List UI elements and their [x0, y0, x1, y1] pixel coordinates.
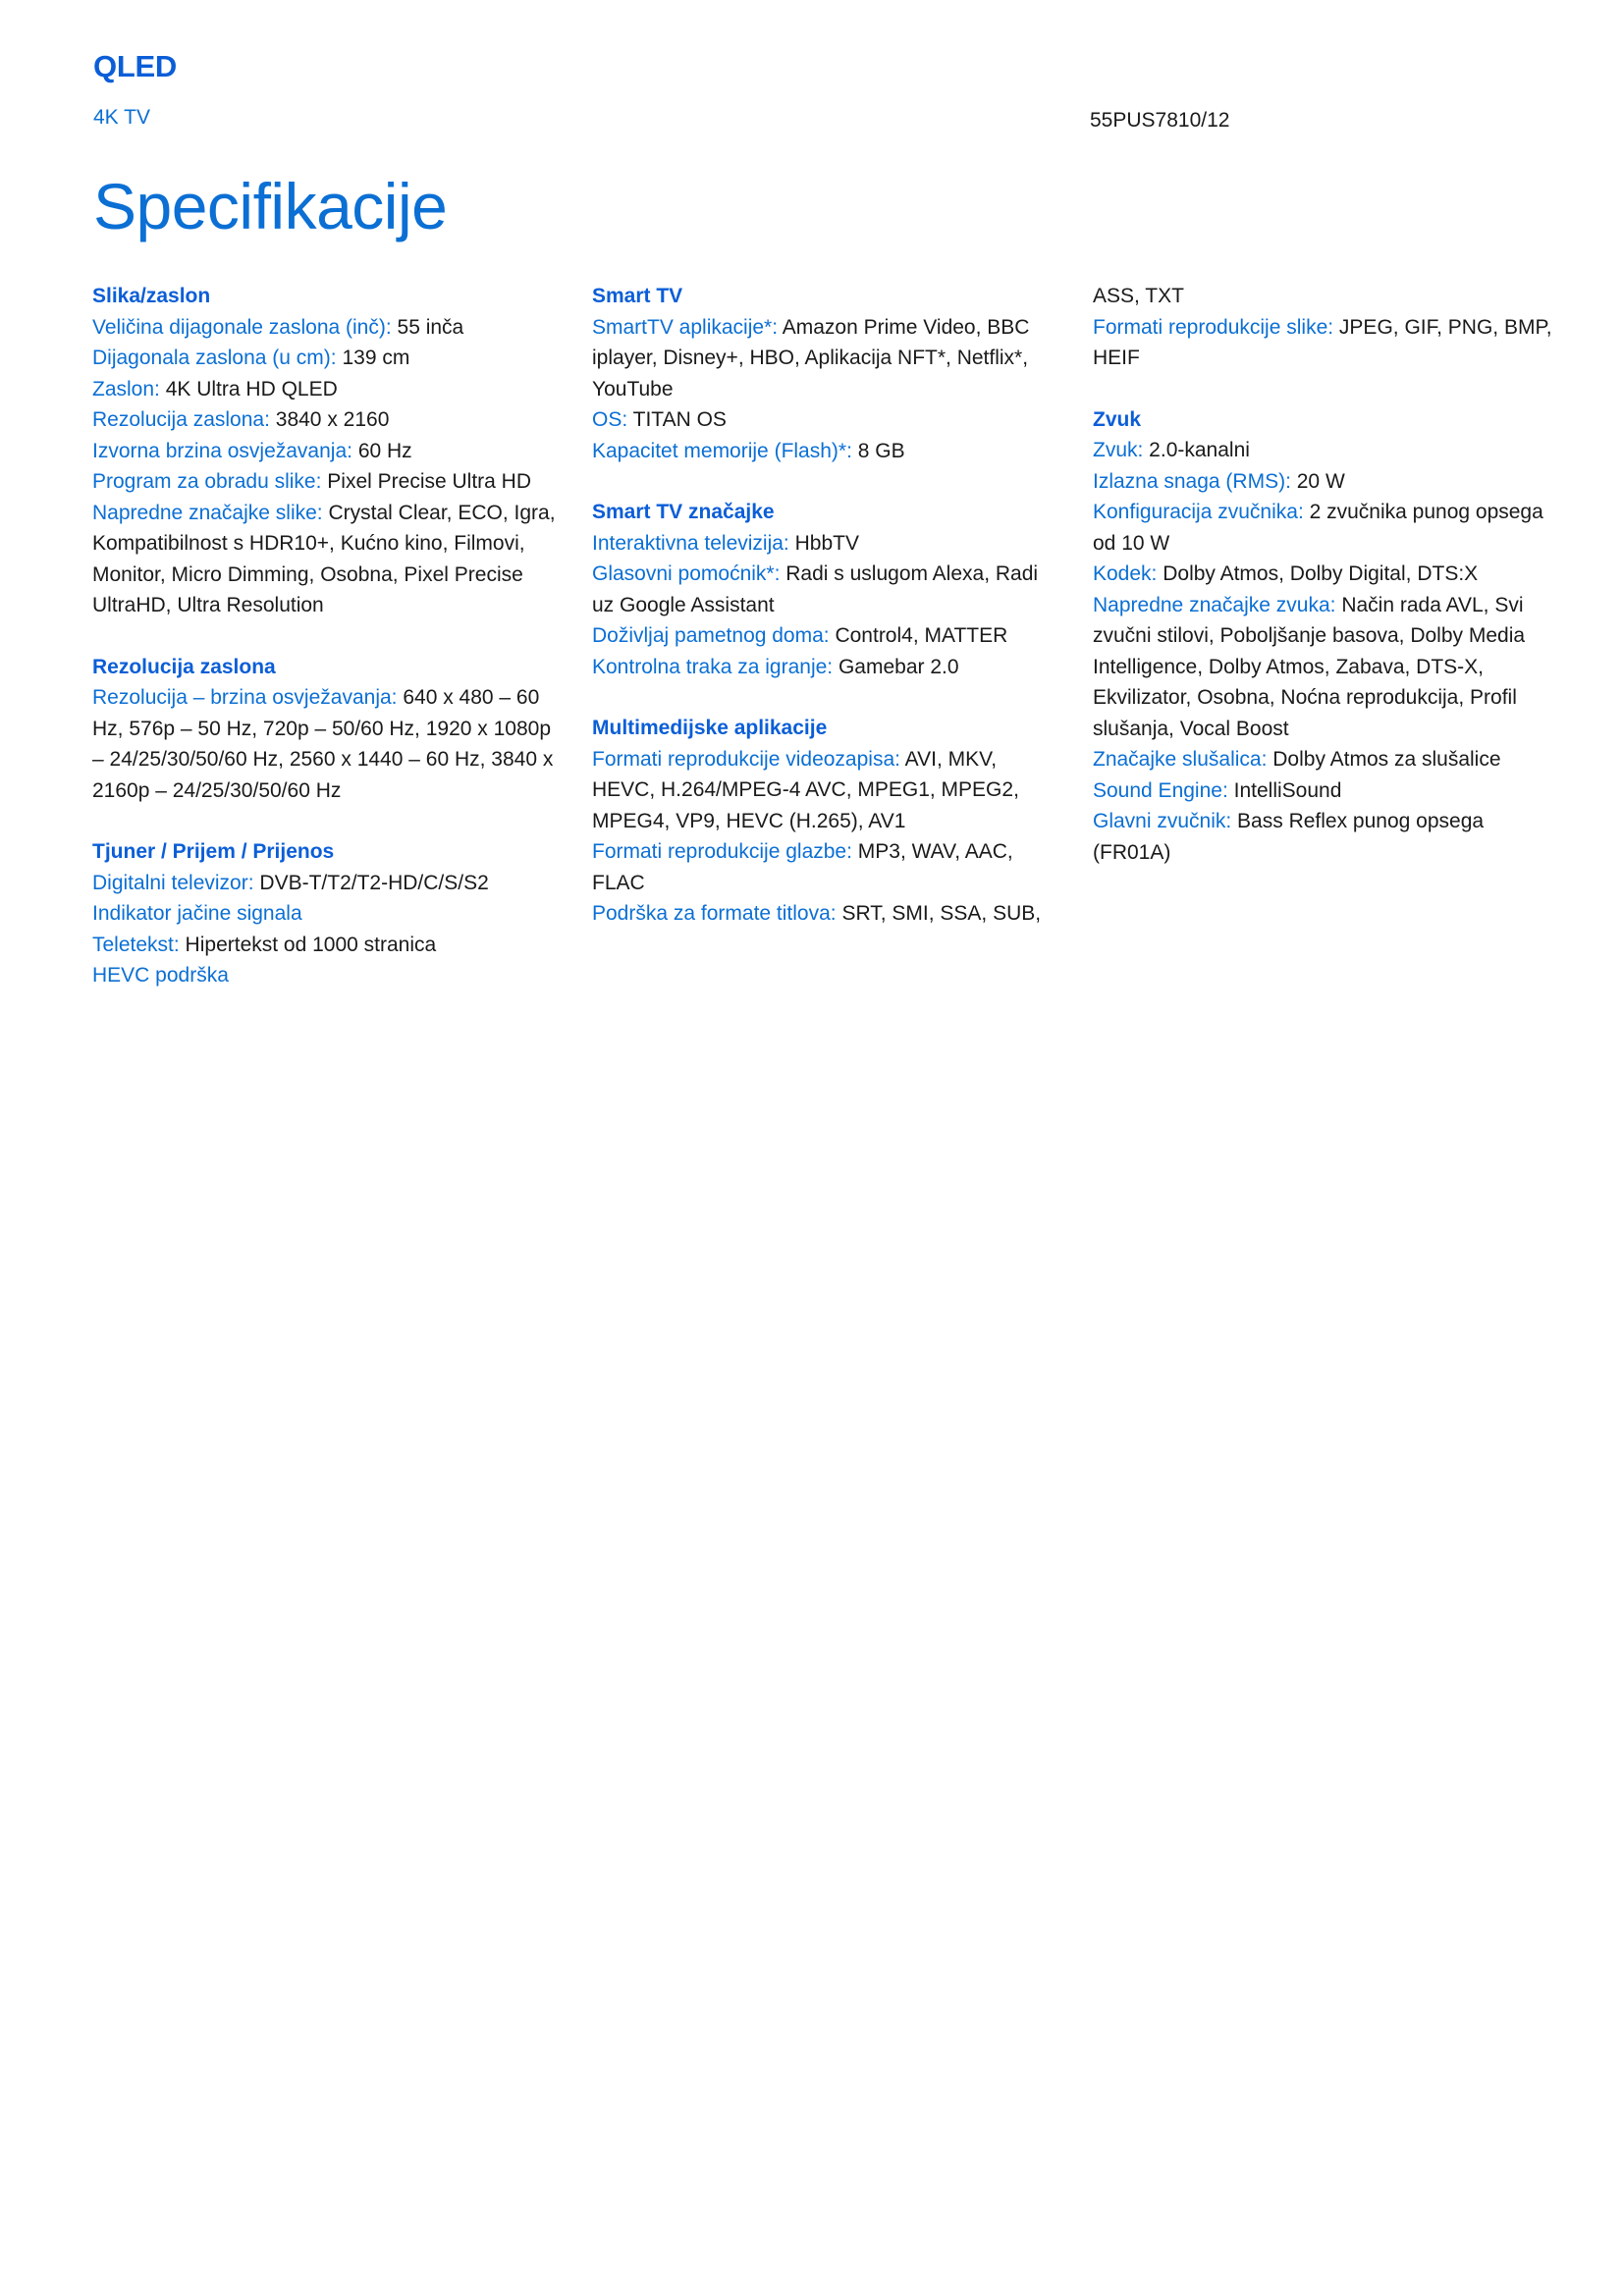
spec-value: Dolby Atmos za slušalice [1267, 748, 1501, 771]
spec-item [92, 682, 560, 806]
spec-item [1093, 775, 1554, 807]
spec-label: Zaslon: [92, 377, 160, 400]
section-heading: Zvuk [1093, 407, 1142, 431]
spec-value: 640 x 480 – 60 Hz, 576p – 50 Hz, 720p – 50/60 Hz, 1920 x 1080p – 24/25/30/50/60 Hz, 2560 x 1440 – 60 Hz, 3840 x 2160p – 24/25/30/50/60 Hz [92, 686, 554, 802]
spec-label: Veličina dijagonale zaslona (inč): [92, 315, 392, 339]
spec-item [592, 312, 1063, 405]
spec-value: Control4, MATTER [829, 624, 1008, 647]
spec-label: Izlazna snaga (RMS): [1093, 469, 1291, 493]
spec-item [1093, 497, 1554, 559]
spec-value: IntelliSound [1227, 778, 1342, 802]
spec-item [92, 436, 560, 467]
spec-section [92, 281, 560, 621]
spec-item [592, 404, 1063, 436]
spec-label: Rezolucija zaslona: [92, 408, 270, 431]
spec-item [592, 559, 1063, 620]
spec-label: Kodek: [1093, 562, 1158, 585]
spec-value: Bass Reflex punog opsega (FR01A) [1093, 810, 1485, 864]
section-heading: Slika/zaslon [92, 285, 211, 307]
spec-item [592, 836, 1063, 898]
spec-value: 55 inča [391, 315, 464, 339]
spec-section [592, 713, 1063, 930]
spec-value: Radi s uslugom Alexa, Radi uz Google Assistant [592, 562, 1039, 616]
spec-label: Kontrolna traka za igranje: [592, 655, 834, 678]
spec-value: 60 Hz [352, 439, 412, 462]
page-title: Specifikacije [93, 170, 448, 242]
spec-item [92, 868, 560, 899]
section-heading: Smart TV značajke [592, 501, 775, 523]
spec-label: Glavni zvučnik: [1093, 810, 1232, 832]
spec-item [1093, 466, 1554, 498]
spec-value: TITAN OS [627, 408, 727, 431]
model-number: 55PUS7810/12 [1090, 109, 1230, 132]
spec-item [1093, 590, 1554, 745]
spec-value: 139 cm [336, 347, 410, 369]
spec-item [1093, 559, 1554, 590]
spec-label: Formati reprodukcije slike: [1093, 315, 1334, 339]
section-heading: Smart TV [592, 285, 683, 307]
spec-section [92, 836, 560, 991]
spec-item [92, 404, 560, 436]
spec-value: 2 zvučnika punog opsega od 10 W [1093, 501, 1543, 555]
product-subtitle: 4K TV [93, 106, 150, 129]
spec-value: Pixel Precise Ultra HD [321, 470, 532, 493]
spec-value: Crystal Clear, ECO, Igra, Kompatibilnost s HDR10+, Kućno kino, Filmovi, Monitor, Micro Dimming, Osobna, Pixel Precise UltraHD, Ultra Resolution [92, 501, 556, 616]
brand-title: QLED [93, 49, 177, 83]
spec-item [592, 652, 1063, 683]
spec-label: Glasovni pomoćnik*: [592, 562, 781, 585]
spec-item [1093, 281, 1554, 312]
spec-label: Konfiguracija zvučnika: [1093, 501, 1304, 523]
spec-label: Interaktivna televizija: [592, 531, 789, 555]
spec-label: Sound Engine: [1093, 778, 1228, 802]
spec-label: Teletekst: [92, 933, 180, 956]
spec-item [592, 744, 1063, 837]
spec-column-3 [1093, 281, 1554, 898]
spec-label: Značajke slušalica: [1093, 748, 1268, 771]
spec-value: 8 GB [851, 439, 905, 462]
spec-label: Rezolucija – brzina osvježavanja: [92, 686, 398, 709]
spec-item [1093, 806, 1554, 868]
spec-value: 20 W [1290, 469, 1345, 493]
spec-value: 2.0-kanalni [1143, 439, 1250, 461]
spec-item [592, 898, 1063, 930]
spec-value: HbbTV [788, 531, 859, 555]
spec-item [92, 343, 560, 374]
spec-label: Doživljaj pametnog doma: [592, 624, 830, 647]
spec-value: Hipertekst od 1000 stranica [179, 933, 437, 956]
section-heading: Rezolucija zaslona [92, 655, 276, 678]
spec-section [592, 281, 1063, 466]
spec-item [92, 498, 560, 621]
spec-label: Formati reprodukcije glazbe: [592, 840, 852, 863]
spec-label: Napredne značajke zvuka: [1093, 593, 1336, 616]
spec-label: Digitalni televizor: [92, 871, 254, 894]
spec-item [1093, 312, 1554, 374]
spec-item [92, 312, 560, 344]
spec-column-1 [92, 281, 560, 1022]
spec-label: Napredne značajke slike: [92, 501, 323, 524]
spec-value: Način rada AVL, Svi zvučni stilovi, Poboljšanje basova, Dolby Media Intelligence, Dolby Atmos, Zabava, DTS-X, Ekvilizator, Osobna, Noćna reprodukcija, Profil slušanja, Vocal Boost [1093, 593, 1526, 740]
spec-value: Gamebar 2.0 [833, 655, 959, 678]
spec-item [92, 898, 560, 930]
spec-section [1093, 281, 1554, 374]
spec-value: DVB-T/T2/T2-HD/C/S/S2 [253, 871, 489, 894]
spec-column-2 [592, 281, 1063, 960]
spec-label: Izvorna brzina osvježavanja: [92, 439, 352, 462]
spec-item [92, 960, 560, 991]
spec-value: JPEG, GIF, PNG, BMP, HEIF [1093, 315, 1552, 369]
spec-item [1093, 435, 1554, 466]
spec-item [92, 466, 560, 498]
spec-value: MP3, WAV, AAC, FLAC [592, 840, 1013, 894]
spec-label: OS: [592, 408, 628, 431]
spec-section [92, 652, 560, 807]
spec-value: AVI, MKV, HEVC, H.264/MPEG-4 AVC, MPEG1, MPEG2, MPEG4, VP9, HEVC (H.265), AV1 [592, 747, 1019, 832]
spec-item [592, 620, 1063, 652]
spec-section [1093, 404, 1554, 869]
spec-label: Indikator jačine signala [92, 902, 302, 925]
spec-label: SmartTV aplikacije*: [592, 315, 779, 339]
section-heading: Multimedijske aplikacije [592, 717, 828, 739]
spec-value: 3840 x 2160 [269, 408, 390, 431]
spec-value: 4K Ultra HD QLED [159, 377, 338, 400]
spec-label: Program za obradu slike: [92, 470, 322, 493]
spec-value: Dolby Atmos, Dolby Digital, DTS:X [1157, 562, 1479, 585]
spec-item [92, 374, 560, 405]
section-heading: Tjuner / Prijem / Prijenos [92, 840, 335, 863]
spec-label: Formati reprodukcije videozapisa: [592, 747, 900, 771]
spec-label: HEVC podrška [92, 964, 229, 987]
spec-label: Podrška za formate titlova: [592, 902, 837, 925]
spec-item [92, 930, 560, 961]
spec-label: Zvuk: [1093, 439, 1144, 461]
spec-item [1093, 744, 1554, 775]
spec-item [592, 436, 1063, 467]
spec-section [592, 497, 1063, 682]
spec-value: Amazon Prime Video, BBC iplayer, Disney+, HBO, Aplikacija NFT*, Netflix*, YouTube [592, 315, 1030, 400]
spec-value: ASS, TXT [1093, 285, 1184, 307]
spec-label: Dijagonala zaslona (u cm): [92, 347, 337, 369]
spec-value: SRT, SMI, SSA, SUB, [836, 902, 1042, 925]
spec-item [592, 528, 1063, 560]
spec-label: Kapacitet memorije (Flash)*: [592, 439, 852, 462]
